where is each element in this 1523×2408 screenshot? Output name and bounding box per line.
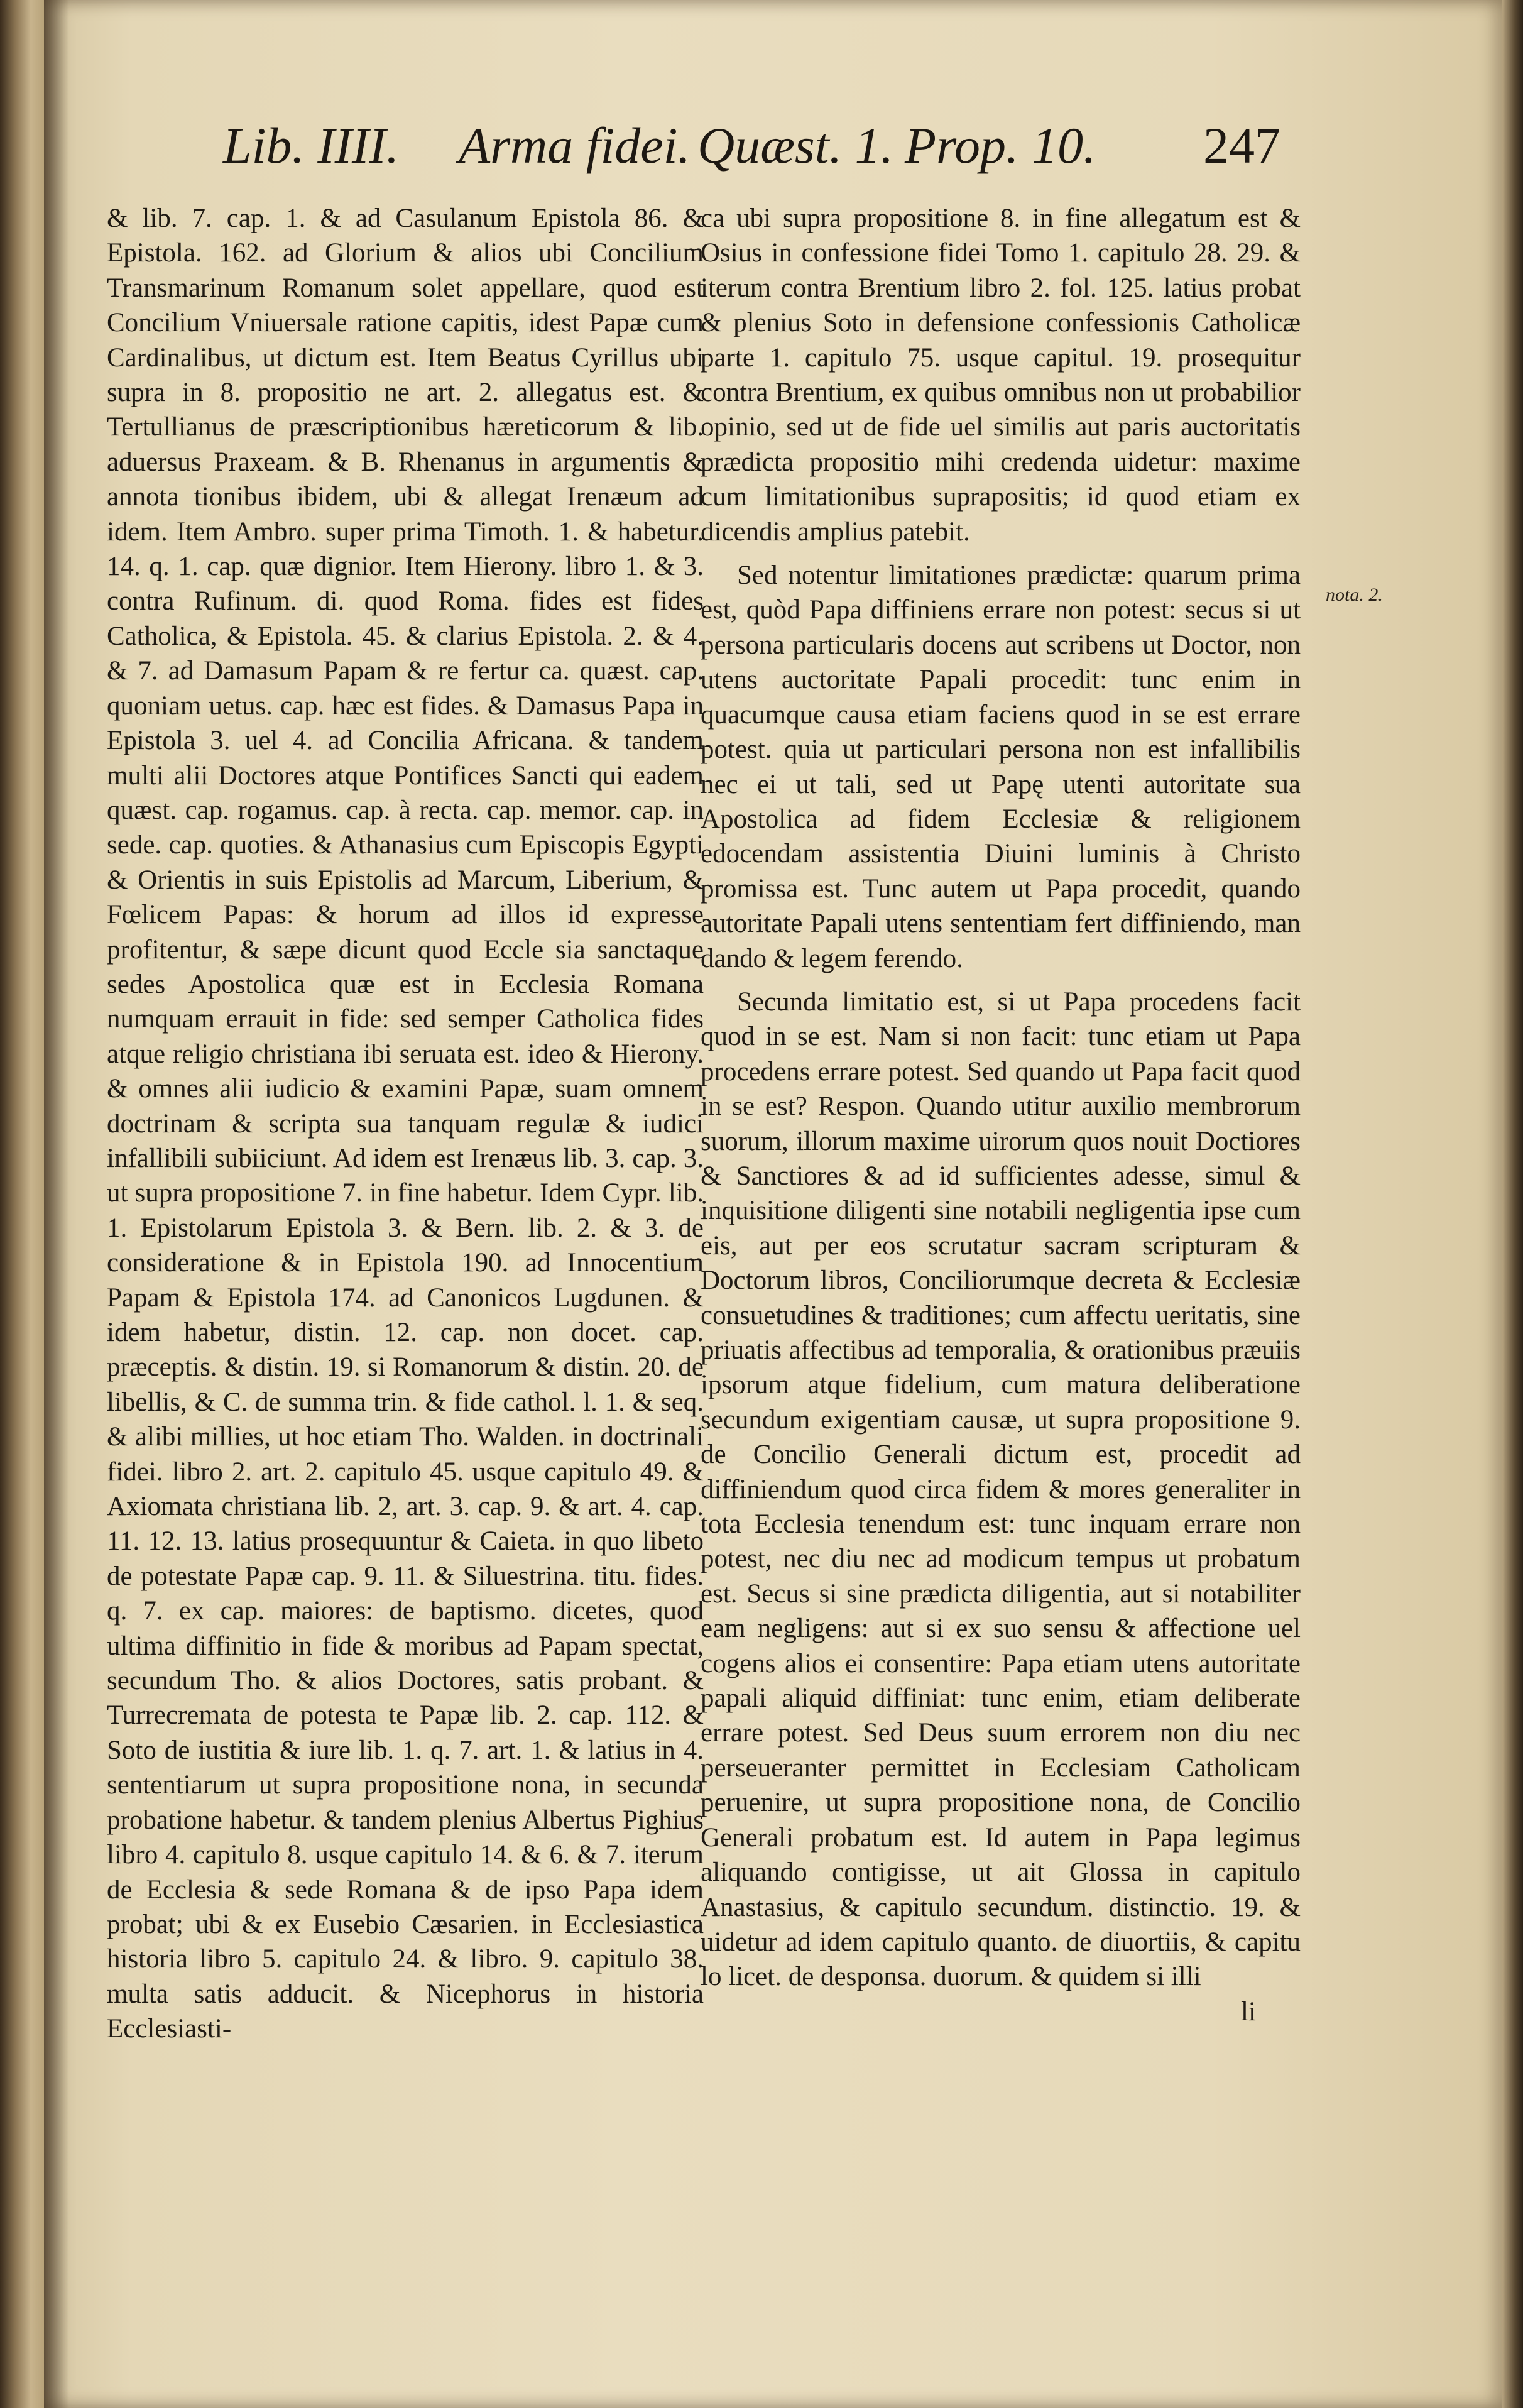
book-page [44,0,1502,2408]
right-paragraph-2: Sed notentur limitationes prædictæ: quarum prima est, quòd Papa diffiniens errare non potest: secus si ut persona particularis docens aut scribens ut Doctor, non utens auctoritate Papali procedit: tunc enim in quacumque causa etiam faciens quod in se est errare potest. quia ut particulari persona non est infallibilis nec ei ut tali, sed ut Papę utenti autoritate sua Apostolica ad fidem Ecclesiæ & religionem edocendam assistentia Diuini luminis à Christo promissa est. Tunc autem ut Papa procedit, quando autoritate Papali utens sententiam fert diffiniendo, man dando & legem ferendo. [701,561,1301,973]
page-number: 247 [1203,117,1280,174]
right-paragraph-1: ca ubi supra propositione 8. in fine allegatum est & Osius in confessione fidei Tomo 1. capitulo 28. 29. & iterum contra Brentium libro 2. fol. 125. latius probat & plenius Soto in defensione confessionis Catholicæ parte 1. capitulo 75. usque capitul. 19. prosequitur contra Brentium, ex quibus omnibus non ut probabilior opinio, sed ut de fide uel similis aut paris auctoritatis prædicta propositio mihi credenda uidetur: maxime cum limitationibus suprapositis; id quod etiam ex dicendis amplius patebit. [701,204,1301,547]
running-head-book: Lib. IIII. [223,117,400,174]
margin-note: nota. 2. [1326,584,1383,605]
running-head-quaestio: Quæst. 1. [697,117,894,174]
running-head [44,116,1502,185]
spine-shadow [44,0,69,2408]
running-head-propositio: Prop. 10. [905,117,1096,174]
left-column [107,201,704,2047]
previous-page-edge [0,0,44,2408]
running-head-title: Arma fidei. [459,117,691,174]
page-edge [1502,0,1523,2408]
catchword: li [1241,1996,1256,2027]
left-paragraph-1: & lib. 7. cap. 1. & ad Casulanum Epistola 86. & Epistola. 162. ad Glorium & alios ubi Concilium Transmarinum Romanum solet appellare, quod est Concilium Vniuersale ratione capitis, idest Papæ cum Cardinalibus, ut dictum est. Item Beatus Cyrillus ubi supra in 8. propositio ne art. 2. allegatus est. & Tertullianus de præscriptionibus hæreticorum & lib. aduersus Praxeam. & B. Rhenanus in argumentis & annota tionibus ibidem, ubi & allegat Irenæum ad idem. Item Ambro. super prima Timoth. 1. & habetur. 14. q. 1. cap. quæ dignior. Item Hierony. libro 1. & 3. contra Rufinum. di. quod Roma. fides est fides Catholica, & Epistola. 45. & clarius Epistola. 2. & 4. & 7. ad Damasum Papam & re fertur ca. quæst. cap. quoniam uetus. cap. hæc est fides. & Damasus Papa in Epistola 3. uel 4. ad Concilia Africana. & tandem multi alii Doctores atque Pontifices Sancti qui eadem quæst. cap. rogamus. cap. à recta. cap. memor. cap. in sede. cap. quoties. & Athanasius cum Episcopis Egypti & Orientis in suis Epistolis ad Marcum, Liberium, & Fœlicem Papas: & horum ad illos id expresse profitentur, & sæpe dicunt quod Eccle sia sanctaque sedes Apostolica quæ est in Ecclesia Romana numquam errauit in fide: sed semper Catholica fides atque religio christiana ibi seruata est. ideo & Hierony. & omnes alii iudicio & examini Papæ, suam omnem doctrinam & scripta sua tanquam regulæ & iudici infallibili subiiciunt. Ad idem est Irenæus lib. 3. cap. 3. ut supra propositione 7. in fine habetur. Idem Cypr. lib. 1. Epistolarum Epistola 3. & Bern. lib. 2. & 3. de consideratione & in Epistola 190. ad Innocentium Papam & Epistola 174. ad Canonicos Lugdunen. & idem habetur, distin. 12. cap. non docet. cap. præceptis. & distin. 19. si Romanorum & distin. 20. de libellis, & C. de summa trin. & fide cathol. l. 1. & seq. & alibi millies, ut hoc etiam Tho. Walden. in doctrinali fidei. libro 2. art. 2. capitulo 45. usque capitulo 49. & Axiomata christiana lib. 2, art. 3. cap. 9. & art. 4. cap. 11. 12. 13. latius prosequuntur & Caieta. in quo libeto de potestate Papæ cap. 9. 11. & Siluestrina. titu. fides. q. 7. ex cap. maiores: de baptismo. dicetes, quod ultima diffinitio in fide & moribus ad Papam spectat, secundum Tho. & alios Doctores, satis probant. & Turrecremata de potesta te Papæ lib. 2. cap. 112. & Soto de iustitia & iure lib. 1. q. 7. art. 1. & latius in 4. sententiarum ut supra propositione nona, in secunda probatione habetur. & tandem plenius Albertus Pighius libro 4. capitulo 8. usque capitulo 14. & 6. & 7. iterum de Ecclesia & sede Romana & de ipso Papa idem probat; ubi & ex Eusebio Cæsarien. in Ecclesiastica historia libro 5. capitulo 24. & libro. 9. capitulo 38. multa satis adducit. & Nicephorus in historia Ecclesiasti- [107,204,704,2044]
right-paragraph-3: Secunda limitatio est, si ut Papa procedens facit quod in se est. Nam si non facit: tunc etiam ut Papa procedens errare potest. Sed quando ut Papa facit quod in se est? Respon. Quando utitur auxilio membrorum suorum, illorum maxime uirorum quos nouit Doctiores & Sanctiores & ad id sufficientes adesse, simul & inquisitione diligenti sine notabili negligentia ipse cum eis, aut per eos scrutatur sacram scripturam & Doctorum libros, Conciliorumque decreta & Ecclesiæ consuetudines & traditiones; cum affectu ueritatis, sine priuatis affectibus ad temporalia, & orationibus præuiis ipsorum atque fidelium, cum matura deliberatione secundum exigentiam causæ, ut supra propositione 9. de Concilio Generali dictum est, procedit ad diffiniendum quod circa fidem & mores generaliter in tota Ecclesia tenendum est: tunc inquam errare non potest, nec diu nec ad modicum tempus ut probatum est. Secus si sine prædicta diligentia, aut si notabiliter eam negligens: aut si ex suo sensu & affectione uel cogens alios ei consentire: Papa etiam utens autoritate papali aliquid diffiniat: tunc enim, etiam deliberate errare potest. Sed Deus suum errorem non diu nec perseueranter permittet in Ecclesiam Catholicam peruenire, ut supra propositione nona, de Concilio Generali probatum est. Id autem in Papa legimus aliquando contigisse, ut ait Glossa in capitulo Anastasius, & capitulo secundum. distinctio. 19. & uidetur ad idem capitulo quanto. de diuortiis, & capitu lo licet. de desponsa. duorum. & quidem si illi [701,987,1301,1992]
right-column [701,201,1301,2029]
